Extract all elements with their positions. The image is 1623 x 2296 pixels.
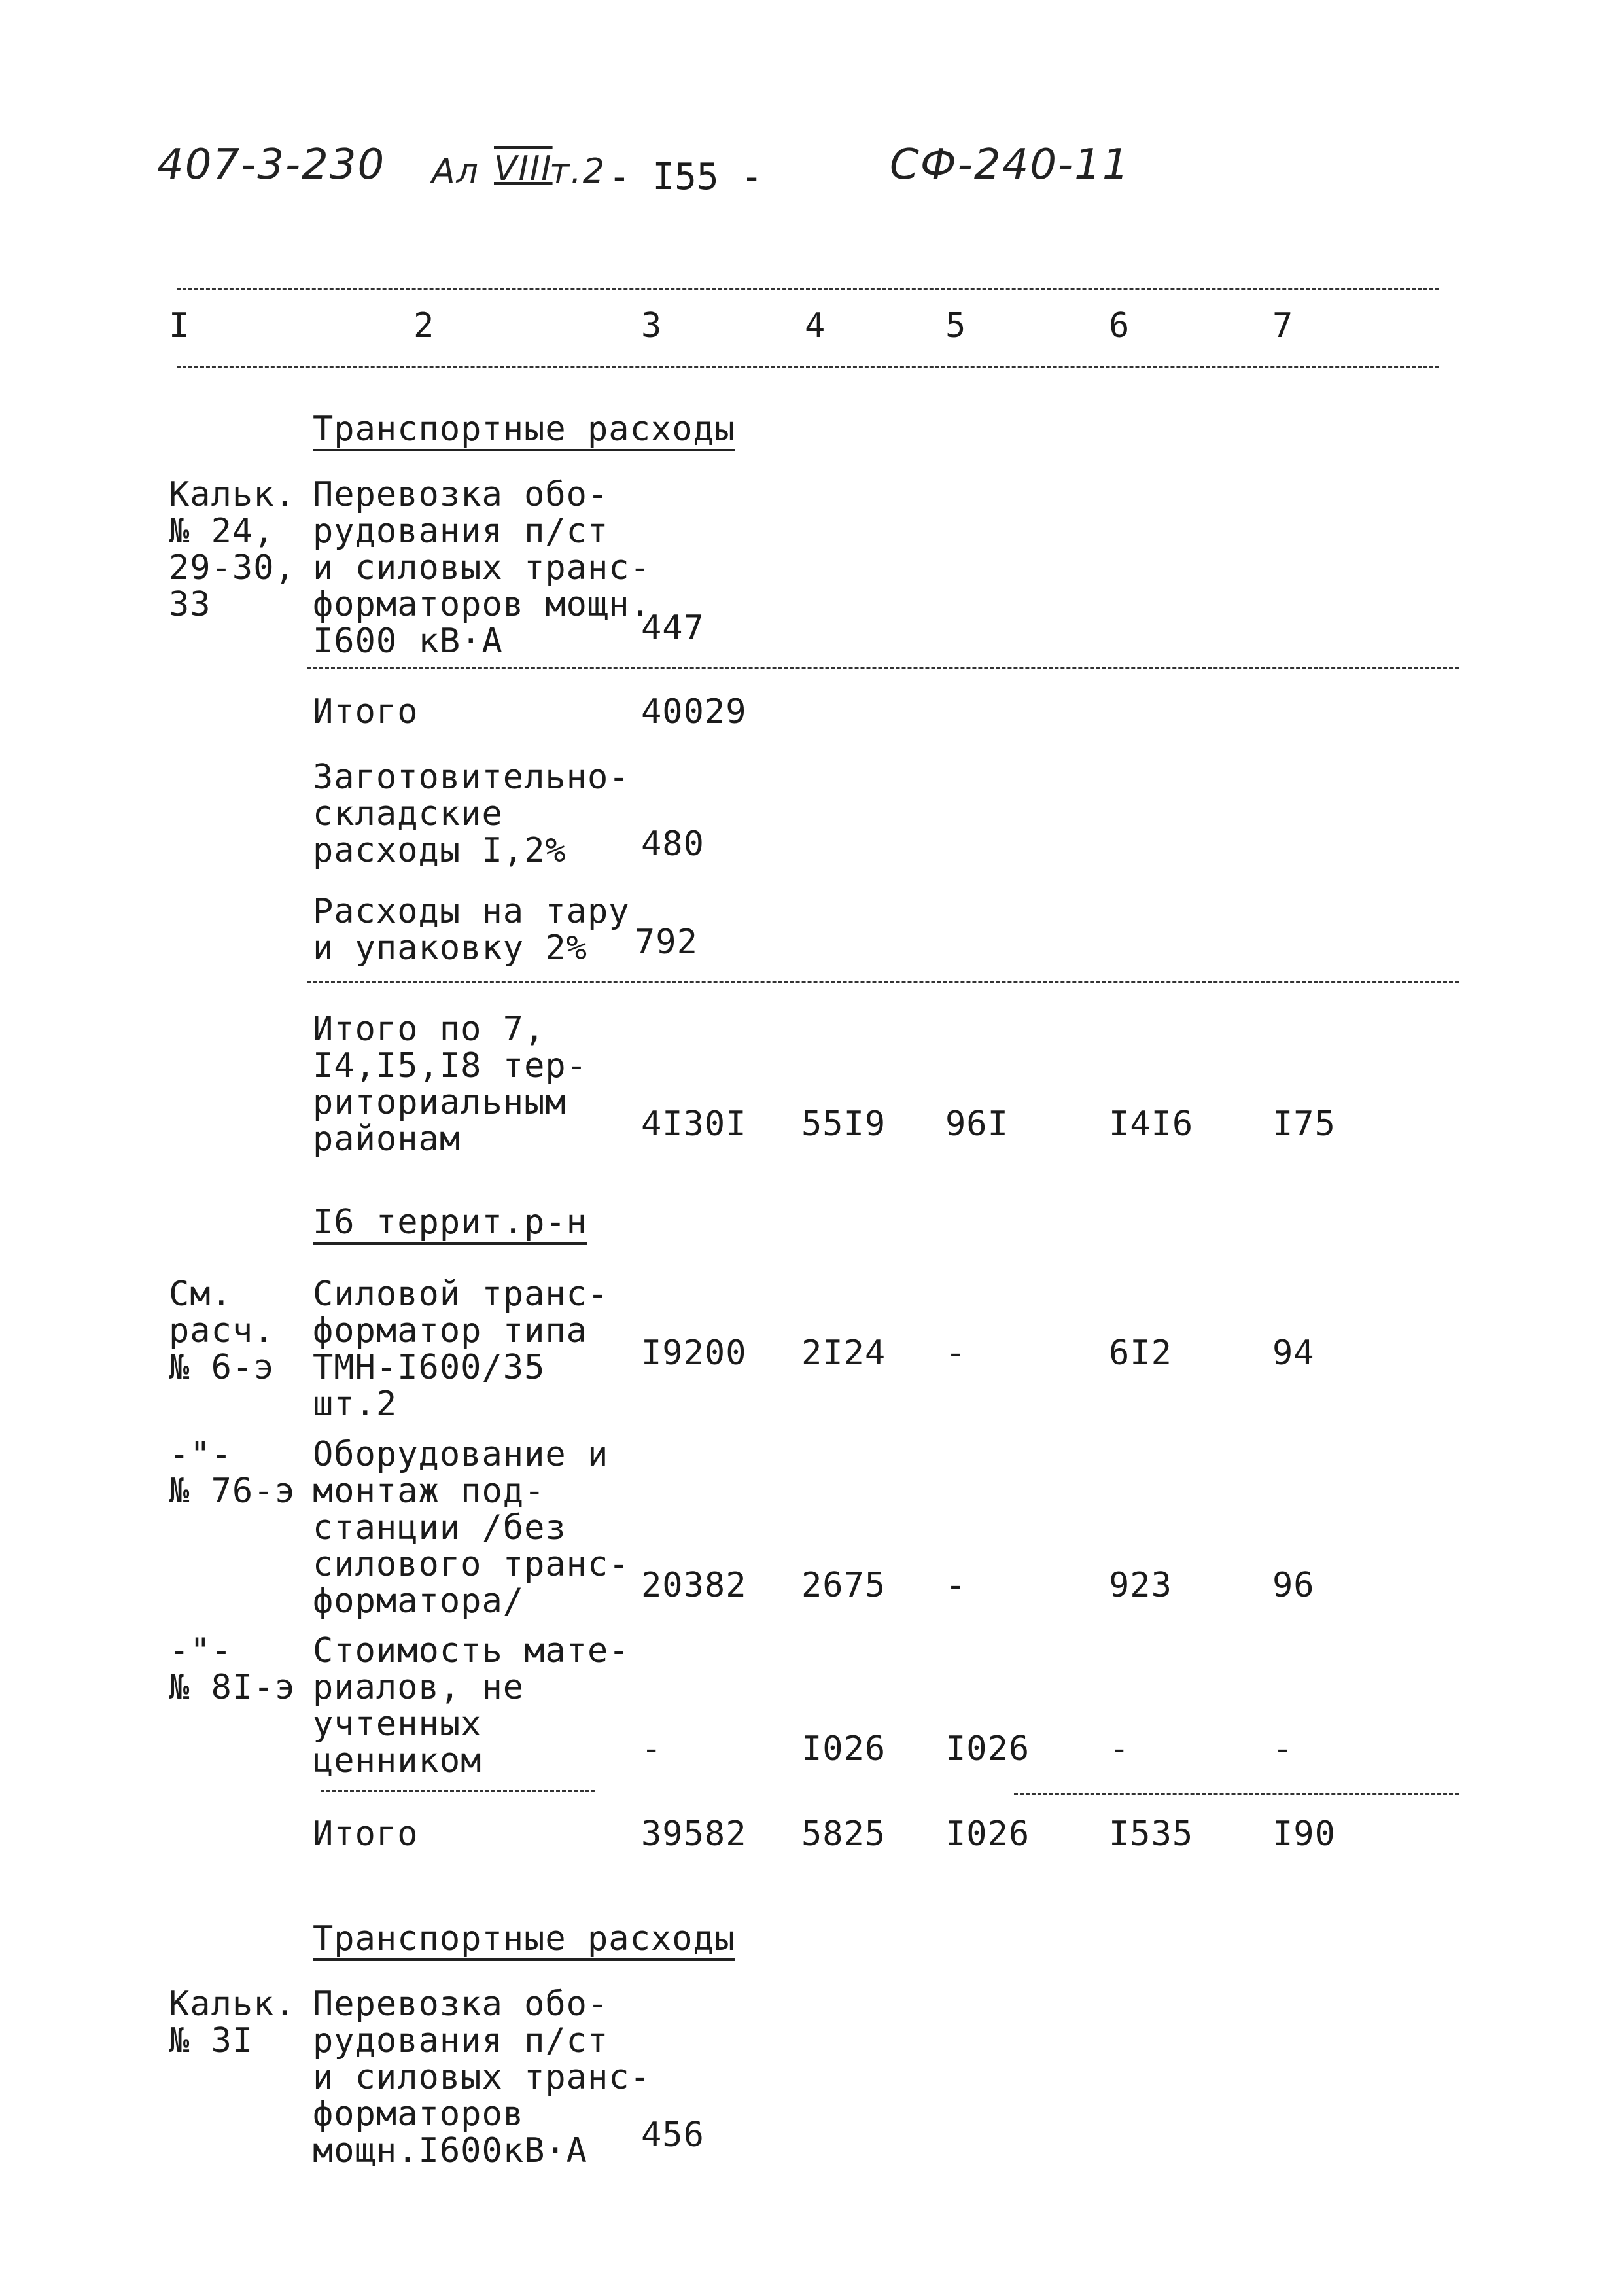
row-divider bbox=[1014, 1793, 1459, 1795]
cell-c4: 55I9 bbox=[801, 1104, 886, 1144]
row-ref: -"- № 8I-э bbox=[169, 1631, 296, 1707]
cell-c5: - bbox=[945, 1333, 967, 1373]
cell-c5: 96I bbox=[945, 1104, 1009, 1144]
row-name: Итого bbox=[313, 692, 419, 732]
row-ref: Кальк. № 3I bbox=[169, 1985, 296, 2060]
row-name: Перевозка обо- рудования п/ст и силовых транс- форматоров мощн. I600 кВ·А bbox=[313, 475, 651, 661]
sheet-code: СФ-240-11 bbox=[890, 141, 1130, 189]
row-ref: Кальк. № 24, 29-30, 33 bbox=[169, 475, 296, 624]
col-header-7: 7 bbox=[1272, 306, 1294, 345]
cell-c4: 5825 bbox=[801, 1814, 886, 1854]
album-sub: т.2 bbox=[550, 152, 606, 191]
col-header-2: 2 bbox=[413, 306, 435, 345]
cell-c5: - bbox=[945, 1566, 967, 1605]
album-label: Ал bbox=[432, 152, 480, 191]
col-header-6: 6 bbox=[1109, 306, 1130, 345]
cell-c3: - bbox=[641, 1729, 663, 1769]
cell-c6: 923 bbox=[1109, 1566, 1172, 1605]
row-name: Перевозка обо- рудования п/ст и силовых транс- форматоров мощн.I600кВ·А bbox=[313, 1985, 651, 2170]
cell-c6: 6I2 bbox=[1109, 1333, 1172, 1373]
cell-c3: 480 bbox=[641, 824, 705, 864]
table-header-rule bbox=[177, 366, 1439, 368]
cell-c7: I75 bbox=[1272, 1104, 1336, 1144]
section-title-territory: I6 террит.р-н bbox=[313, 1204, 587, 1245]
cell-c3: 40029 bbox=[641, 692, 747, 732]
col-header-1: I bbox=[169, 306, 190, 345]
cell-c6: I4I6 bbox=[1109, 1104, 1194, 1144]
cell-c4: 2675 bbox=[801, 1566, 886, 1605]
row-divider bbox=[307, 981, 1459, 983]
cell-c4: 2I24 bbox=[801, 1333, 886, 1373]
row-name: Стоимость мате- риалов, не учтенных ценником bbox=[313, 1631, 630, 1780]
col-header-5: 5 bbox=[945, 306, 967, 345]
cell-c5: I026 bbox=[945, 1814, 1030, 1854]
row-divider bbox=[307, 667, 1459, 669]
cell-c3: 39582 bbox=[641, 1814, 747, 1854]
cell-c3: I9200 bbox=[641, 1333, 747, 1373]
cell-c7: I90 bbox=[1272, 1814, 1336, 1854]
cell-c3: 20382 bbox=[641, 1566, 747, 1605]
cell-c6: - bbox=[1109, 1729, 1130, 1769]
col-header-4: 4 bbox=[805, 306, 826, 345]
section-title-transport: Транспортные расходы bbox=[313, 411, 735, 451]
row-name: Заготовительно- складские расходы I,2% bbox=[313, 758, 630, 870]
cell-c7: 94 bbox=[1272, 1333, 1315, 1373]
cell-c3: 4I30I bbox=[641, 1104, 747, 1144]
section-title-transport: Транспортные расходы bbox=[313, 1920, 735, 1961]
album-part: VIII bbox=[494, 149, 553, 188]
cell-c3: 792 bbox=[635, 923, 698, 962]
row-name: Расходы на тару и упаковку 2% bbox=[313, 892, 630, 968]
row-divider bbox=[321, 1790, 595, 1792]
row-name: Силовой транс- форматор типа ТМН-I600/35 шт.2 bbox=[313, 1275, 609, 1424]
table-top-rule bbox=[177, 288, 1439, 290]
row-name: Итого bbox=[313, 1814, 419, 1854]
col-header-3: 3 bbox=[641, 306, 663, 345]
cell-c3: 456 bbox=[641, 2115, 705, 2155]
cell-c5: I026 bbox=[945, 1729, 1030, 1769]
cell-c6: I535 bbox=[1109, 1814, 1194, 1854]
row-ref: См. расч. № 6-э bbox=[169, 1275, 275, 1387]
row-name: Оборудование и монтаж под- станции /без силового транс- форматора/ bbox=[313, 1435, 630, 1621]
cell-c7: 96 bbox=[1272, 1566, 1315, 1605]
cell-c3: 447 bbox=[641, 609, 705, 648]
row-ref: -"- № 76-э bbox=[169, 1435, 296, 1511]
row-name: Итого по 7, I4,I5,I8 тер- риториальным районам bbox=[313, 1010, 587, 1159]
document-code: 407-3-230 bbox=[157, 141, 386, 189]
page-number: - I55 - bbox=[608, 156, 763, 198]
cell-c4: I026 bbox=[801, 1729, 886, 1769]
cell-c7: - bbox=[1272, 1729, 1294, 1769]
